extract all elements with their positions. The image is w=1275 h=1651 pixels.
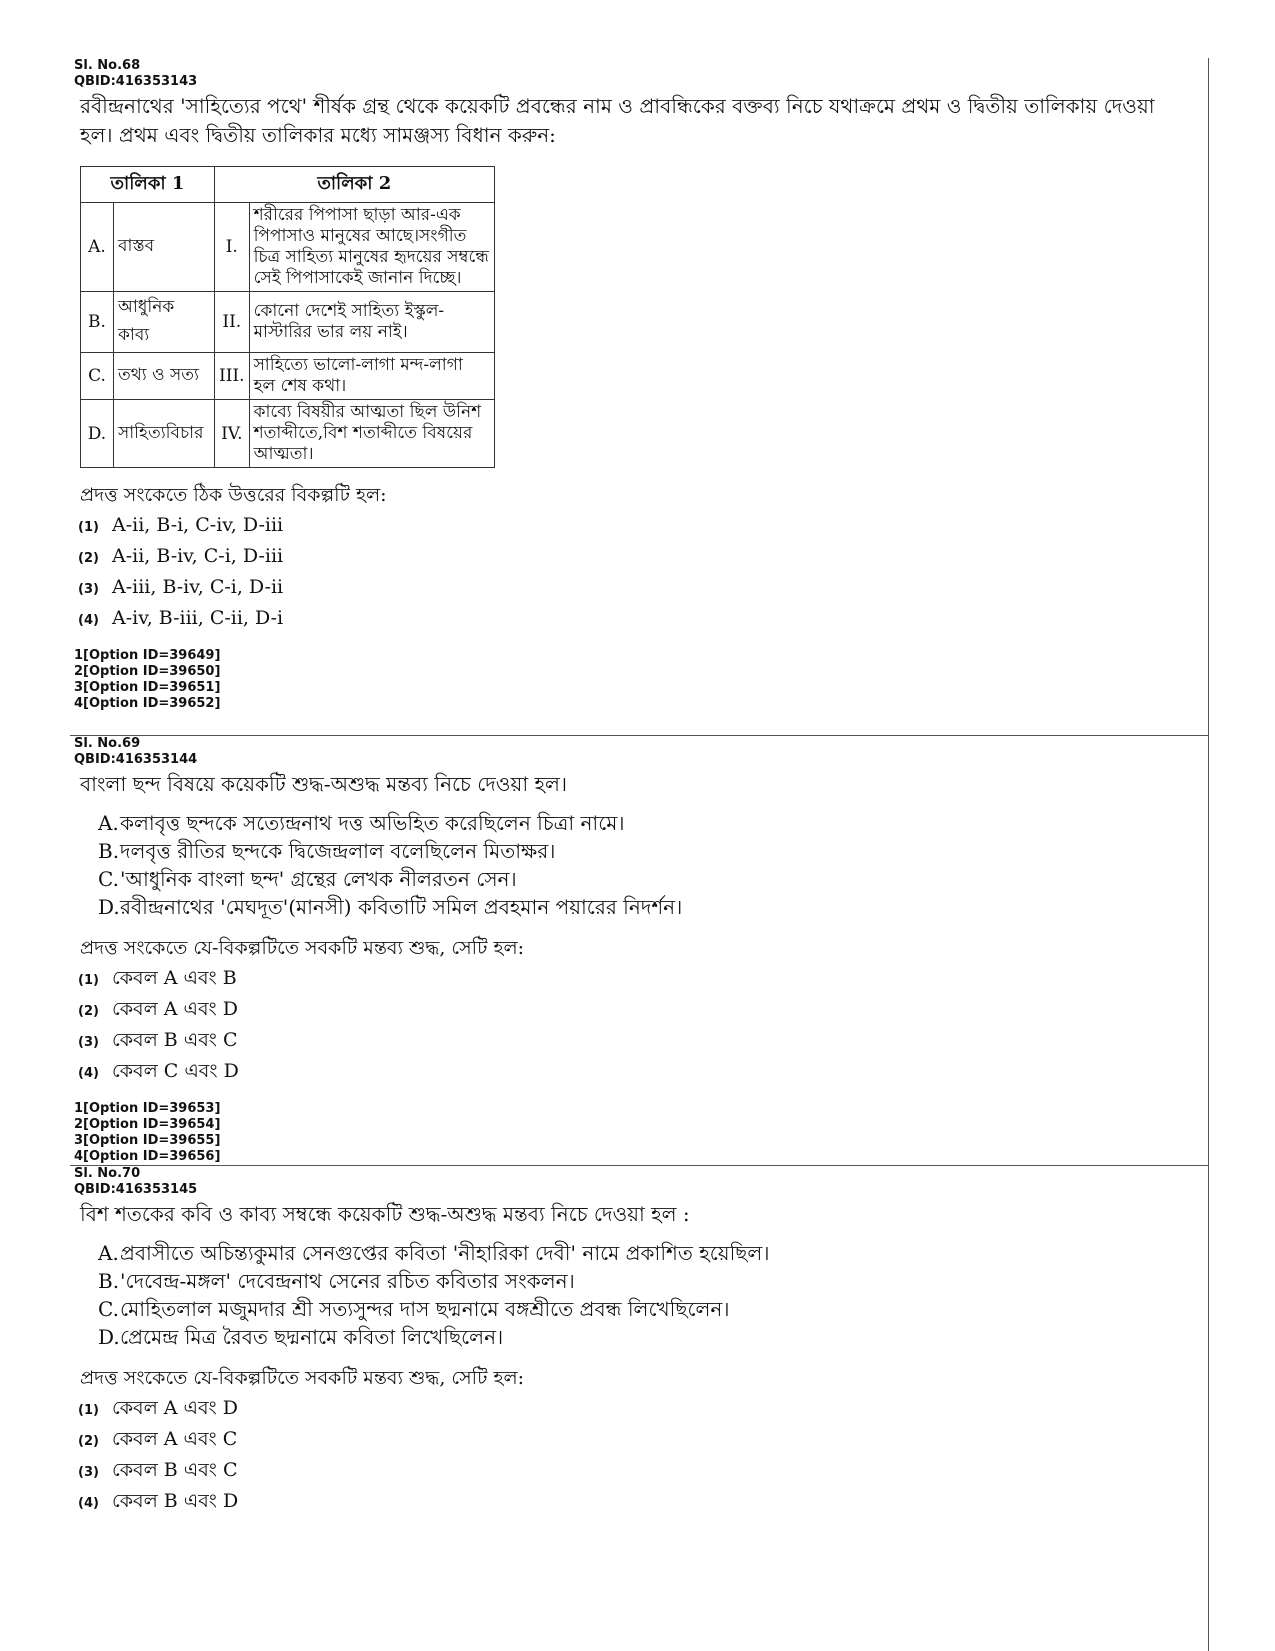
statement-letter: C.	[98, 1297, 119, 1321]
option-number: (2)	[78, 1004, 99, 1019]
option-text: কেবল A এবং D	[112, 998, 239, 1020]
list2-value: কাব্যে বিষয়ীর আত্মতা ছিল উনিশ শতাব্দীতে,বিশ শতাব্দীতে বিষয়ের আত্মতা।	[249, 400, 494, 468]
option-id: 4[Option ID=39656]	[74, 1149, 221, 1164]
statement-letter: A.	[98, 811, 119, 835]
question-stem: বাংলা ছন্দ বিষয়ে কয়েকটি শুদ্ধ-অশুদ্ধ মন্তব্য নিচে দেওয়া হল।	[80, 772, 568, 796]
option-text: কেবল B এবং C	[112, 1459, 238, 1481]
statement-text: দলবৃত্ত রীতির ছন্দকে দ্বিজেন্দ্রলাল বলেছিলেন মিতাক্ষর।	[120, 839, 556, 863]
question-block-68	[70, 58, 1208, 712]
qbid: QBID:416353144	[74, 752, 198, 767]
list1-value: সাহিত্যবিচার	[114, 400, 215, 468]
list1-value: আধুনিক কাব্য	[114, 292, 215, 353]
statement-text: প্রেমেন্দ্র মিত্র রৈবত ছদ্মনামে কবিতা লিখেছিলেন।	[120, 1325, 504, 1349]
option-id: 1[Option ID=39649]	[74, 648, 221, 663]
option-id: 1[Option ID=39653]	[74, 1101, 221, 1116]
option-item[interactable]	[78, 545, 1208, 570]
option-id: 3[Option ID=39651]	[74, 680, 221, 695]
list1-tag: A.	[81, 203, 114, 292]
statement-item	[98, 809, 1208, 837]
option-number: (2)	[78, 1434, 99, 1449]
statement-letter: B.	[98, 1269, 120, 1293]
option-id: 2[Option ID=39650]	[74, 664, 221, 679]
statement-item	[98, 893, 1208, 921]
statement-item	[98, 1267, 1208, 1295]
table-header-left: তালিকা 1	[81, 167, 215, 203]
option-item[interactable]	[78, 607, 1208, 632]
list1-tag: D.	[81, 400, 114, 468]
option-text: কেবল A এবং D	[112, 1397, 239, 1419]
option-item[interactable]	[78, 1397, 1208, 1422]
question-block-70	[70, 1165, 1208, 1515]
option-number: (4)	[78, 613, 99, 628]
option-id: 2[Option ID=39654]	[74, 1117, 221, 1132]
option-number: (3)	[78, 1465, 99, 1480]
option-item[interactable]	[78, 1459, 1208, 1484]
list1-tag: C.	[81, 353, 114, 400]
statement-list	[98, 809, 1208, 921]
statement-text: 'দেবেন্দ্র-মঙ্গল' দেবেন্দ্রনাথ সেনের রচিত কবিতার সংকলন।	[120, 1269, 575, 1293]
table-header-row	[81, 167, 495, 203]
statement-letter: C.	[98, 867, 119, 891]
option-item[interactable]	[78, 1029, 1208, 1054]
statement-text: রবীন্দ্রনাথের 'মেঘদূত'(মানসী) কবিতাটি সমিল প্রবহমান পয়ারের নিদর্শন।	[120, 895, 683, 919]
option-text: কেবল B এবং D	[112, 1490, 239, 1512]
question-block-69	[70, 735, 1208, 1165]
answer-prompt: প্রদত্ত সংকেতে ঠিক উত্তরের বিকল্পটি হল:	[80, 484, 387, 506]
option-text: কেবল C এবং D	[112, 1060, 239, 1082]
option-number: (1)	[78, 1403, 99, 1418]
statement-text: 'আধুনিক বাংলা ছন্দ' গ্রন্থের লেখক নীলরতন সেন।	[120, 867, 517, 891]
question-stem: রবীন্দ্রনাথের 'সাহিত্যের পথে' শীর্ষক গ্রন্থ থেকে কয়েকটি প্রবন্ধের নাম ও প্রাবন্ধিকের বক্তব্য নিচে যথাক্রমে প্রথম ও দ্বিতীয় তালিকায় দেওয়া হল। প্রথম এবং দ্বিতীয় তালিকার মধ্যে সামঞ্জস্য বিধান করুন:	[80, 94, 1155, 147]
option-number: (1)	[78, 973, 99, 988]
option-id-list	[70, 1101, 1208, 1165]
option-id: 3[Option ID=39655]	[74, 1133, 221, 1148]
option-text: কেবল B এবং C	[112, 1029, 238, 1051]
list1-value: তথ্য ও সত্য	[114, 353, 215, 400]
statement-item	[98, 865, 1208, 893]
list2-value: সাহিত্যে ভালো-লাগা মন্দ-লাগা হল শেষ কথা।	[249, 353, 494, 400]
table-row	[81, 203, 495, 292]
option-item[interactable]	[78, 998, 1208, 1023]
statement-letter: D.	[98, 1325, 120, 1349]
statement-letter: B.	[98, 839, 120, 863]
list2-tag: IV.	[215, 400, 250, 468]
statement-letter: D.	[98, 895, 120, 919]
table-row	[81, 353, 495, 400]
option-item[interactable]	[78, 1490, 1208, 1515]
option-text: A-iv, B-iii, C-ii, D-i	[112, 607, 284, 629]
qbid: QBID:416353145	[74, 1182, 198, 1197]
option-id-list	[70, 648, 1208, 712]
option-item[interactable]	[78, 1060, 1208, 1085]
serial-number: Sl. No.69	[74, 736, 141, 751]
option-number: (1)	[78, 520, 99, 535]
serial-number: Sl. No.68	[74, 58, 141, 73]
option-number: (3)	[78, 1035, 99, 1050]
table-row	[81, 292, 495, 353]
list2-value: শরীরের পিপাসা ছাড়া আর-এক পিপাসাও মানুষের আছে।সংগীত চিত্র সাহিত্য মানুষের হৃদয়ের সম্বন্ধে সেই পিপাসাকেই জানান দিচ্ছে।	[249, 203, 494, 292]
option-item[interactable]	[78, 576, 1208, 601]
option-text: A-ii, B-iv, C-i, D-iii	[112, 545, 284, 567]
option-number: (2)	[78, 551, 99, 566]
statement-text: মোহিতলাল মজুমদার শ্রী সত্যসুন্দর দাস ছদ্মনামে বঙ্গশ্রীতে প্রবন্ধ লিখেছিলেন।	[120, 1297, 730, 1321]
option-text: A-iii, B-iv, C-i, D-ii	[112, 576, 284, 598]
option-item[interactable]	[78, 1428, 1208, 1453]
option-number: (3)	[78, 582, 99, 597]
question-stem: বিশ শতকের কবি ও কাব্য সম্বন্ধে কয়েকটি শুদ্ধ-অশুদ্ধ মন্তব্য নিচে দেওয়া হল :	[80, 1202, 690, 1226]
statement-list	[98, 1239, 1208, 1351]
answer-prompt: প্রদত্ত সংকেতে যে-বিকল্পটিতে সবকটি মন্তব্য শুদ্ধ, সেটি হল:	[80, 937, 525, 959]
option-number: (4)	[78, 1066, 99, 1081]
option-text: কেবল A এবং C	[112, 1428, 238, 1450]
list2-tag: I.	[215, 203, 250, 292]
statement-item	[98, 1323, 1208, 1351]
statement-text: কলাবৃত্ত ছন্দকে সত্যেন্দ্রনাথ দত্ত অভিহিত করেছিলেন চিত্রা নামে।	[120, 811, 625, 835]
statement-item	[98, 1239, 1208, 1267]
statement-text: প্রবাসীতে অচিন্ত্যকুমার সেনগুপ্তের কবিতা 'নীহারিকা দেবী' নামে প্রকাশিত হয়েছিল।	[120, 1241, 770, 1265]
qbid: QBID:416353143	[74, 74, 198, 89]
table-row	[81, 400, 495, 468]
list1-tag: B.	[81, 292, 114, 353]
option-id: 4[Option ID=39652]	[74, 696, 221, 711]
list2-tag: II.	[215, 292, 250, 353]
table-header-right: তালিকা 2	[215, 167, 495, 203]
match-table	[80, 166, 495, 468]
option-item[interactable]	[78, 967, 1208, 992]
option-item[interactable]	[78, 514, 1208, 539]
list2-value: কোনো দেশেই সাহিত্য ইস্কুল-মাস্টারির ভার লয় নাই।	[249, 292, 494, 353]
list1-value: বাস্তব	[114, 203, 215, 292]
option-text: কেবল A এবং B	[112, 967, 237, 989]
statement-item	[98, 837, 1208, 865]
serial-number: Sl. No.70	[74, 1166, 141, 1181]
option-text: A-ii, B-i, C-iv, D-iii	[112, 514, 284, 536]
statement-item	[98, 1295, 1208, 1323]
statement-letter: A.	[98, 1241, 119, 1265]
list2-tag: III.	[215, 353, 250, 400]
answer-prompt: প্রদত্ত সংকেতে যে-বিকল্পটিতে সবকটি মন্তব্য শুদ্ধ, সেটি হল:	[80, 1367, 525, 1389]
question-paper-frame	[70, 58, 1209, 1651]
option-number: (4)	[78, 1496, 99, 1511]
